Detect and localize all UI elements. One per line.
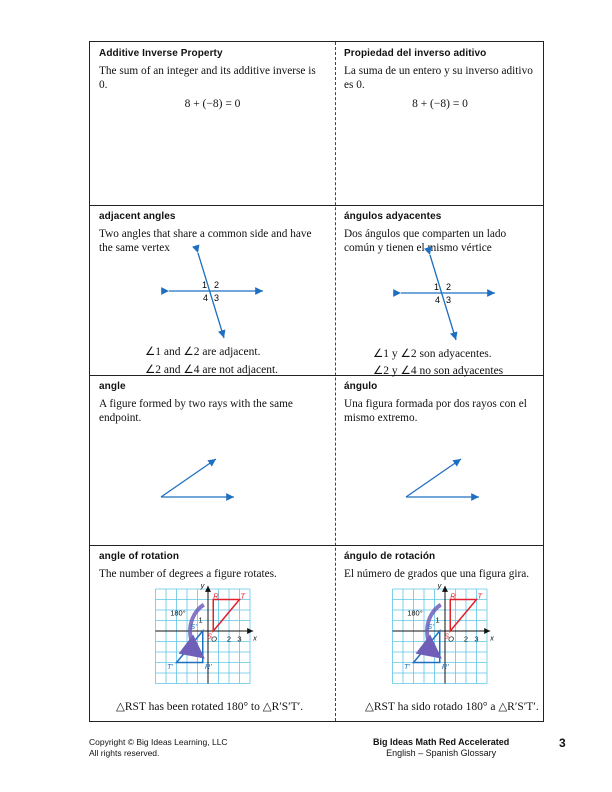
example-equation: 8 + (−8) = 0 — [184, 98, 241, 110]
footer-copyright — [89, 737, 228, 759]
tick-label: 3 — [237, 634, 242, 644]
entry-adjacent-angles-en — [90, 205, 335, 375]
vertex-label: T — [240, 591, 246, 601]
vertex-label: S — [206, 631, 212, 641]
angle-label: 2 — [446, 282, 452, 292]
caption-line: △RST has been rotated 180° to △R′S′T′. — [116, 701, 304, 713]
term-title: Additive Inverse Property — [99, 48, 223, 59]
copyright-text: Copyright © Big Ideas Learning, LLC — [89, 737, 228, 747]
term-definition: Dos ángulos que comparten un lado común y tienen el mismo vértice — [344, 228, 507, 254]
vertex-label: R — [450, 591, 456, 601]
entry-additive-inverse-en — [90, 42, 335, 205]
glossary-subtitle: English – Spanish Glossary — [386, 748, 497, 758]
term-definition: Una figura formada por dos rayos con el mismo extremo. — [344, 398, 527, 424]
term-definition: La suma de un entero y su inverso aditivo es 0. — [344, 65, 533, 91]
term-title: ángulo — [344, 381, 378, 392]
term-title: ángulo de rotación — [344, 551, 436, 562]
vertex-label: R′ — [441, 661, 449, 671]
angle-label: 1 — [434, 282, 440, 292]
entry-additive-inverse-es — [335, 42, 545, 205]
term-title: angle — [99, 381, 126, 392]
angle-label: 2 — [214, 280, 220, 290]
angle-label: 3 — [214, 293, 220, 303]
angle-label: 4 — [435, 295, 441, 305]
book-title: Big Ideas Math Red Accelerated — [373, 737, 510, 747]
term-definition: El número de grados que una figura gira. — [344, 568, 530, 580]
triangle-rst — [450, 600, 476, 632]
angle-label: 4 — [203, 293, 209, 303]
vertex-label: T — [477, 591, 483, 601]
page-number: 3 — [559, 736, 566, 750]
rotation-angle-label: 180° — [170, 608, 186, 618]
term-title: angle of rotation — [99, 551, 180, 562]
caption-line: ∠1 y ∠2 son adyacentes. — [373, 348, 492, 360]
origin-label: O — [448, 634, 454, 644]
term-definition: A figure formed by two rays with the same endpoint. — [99, 398, 293, 424]
triangle-rst — [213, 600, 239, 632]
term-definition: Two angles that share a common side and have the same vertex — [99, 228, 312, 254]
term-title: Propiedad del inverso aditivo — [344, 48, 487, 59]
entry-adjacent-angles-es — [335, 205, 545, 375]
line — [430, 255, 456, 340]
angle-label: 3 — [446, 295, 452, 305]
vertex-label: T′ — [404, 661, 411, 671]
adjacent-angles-figure — [165, 250, 265, 342]
footer-book-info — [373, 737, 509, 759]
x-axis-label: x — [253, 633, 257, 643]
tick-label: 2 — [226, 634, 232, 644]
angle-figure — [158, 453, 238, 507]
adjacent-angles-figure — [397, 252, 497, 344]
tick-label: 1 — [198, 615, 203, 625]
entry-angle-of-rotation-en — [90, 545, 335, 723]
vertex-label: R — [213, 591, 219, 601]
caption-line: ∠2 and ∠4 are not adjacent. — [145, 364, 279, 376]
term-title: adjacent angles — [99, 211, 176, 222]
vertex-label: R′ — [204, 661, 212, 671]
tick-label: 1 — [435, 615, 440, 625]
angle-figure — [403, 453, 483, 507]
origin-label: O — [211, 634, 217, 644]
vertex-label: S — [443, 631, 449, 641]
caption-line: ∠2 y ∠4 no son adyacentes — [373, 365, 504, 377]
term-definition: The sum of an integer and its additive inverse is 0. — [99, 65, 316, 91]
ray — [406, 459, 461, 497]
rotation-figure — [145, 580, 257, 692]
y-axis-label: y — [200, 580, 205, 590]
tick-label: 2 — [463, 634, 469, 644]
example-equation: 8 + (−8) = 0 — [412, 98, 468, 110]
caption-line: ∠1 and ∠2 are adjacent. — [145, 346, 261, 358]
y-axis-label: y — [437, 580, 442, 590]
vertex-label: S′ — [427, 621, 434, 631]
vertex-label: T′ — [167, 661, 174, 671]
term-title: ángulos adyacentes — [344, 211, 442, 222]
angle-label: 1 — [202, 280, 208, 290]
entry-angle-es — [335, 375, 545, 545]
ray — [161, 459, 216, 497]
term-definition: The number of degrees a figure rotates. — [99, 568, 277, 580]
rotation-angle-label: 180° — [407, 608, 423, 618]
x-axis-label: x — [490, 633, 494, 643]
line — [198, 253, 224, 338]
glossary-table — [89, 41, 544, 722]
vertex-label: S′ — [190, 621, 197, 631]
entry-angle-of-rotation-es — [335, 545, 545, 723]
entry-angle-en — [90, 375, 335, 545]
tick-label: 3 — [474, 634, 479, 644]
caption-line: △RST ha sido rotado 180° a △R′S′T′. — [365, 701, 539, 713]
rights-text: All rights reserved. — [89, 748, 160, 758]
rotation-figure — [382, 580, 494, 692]
